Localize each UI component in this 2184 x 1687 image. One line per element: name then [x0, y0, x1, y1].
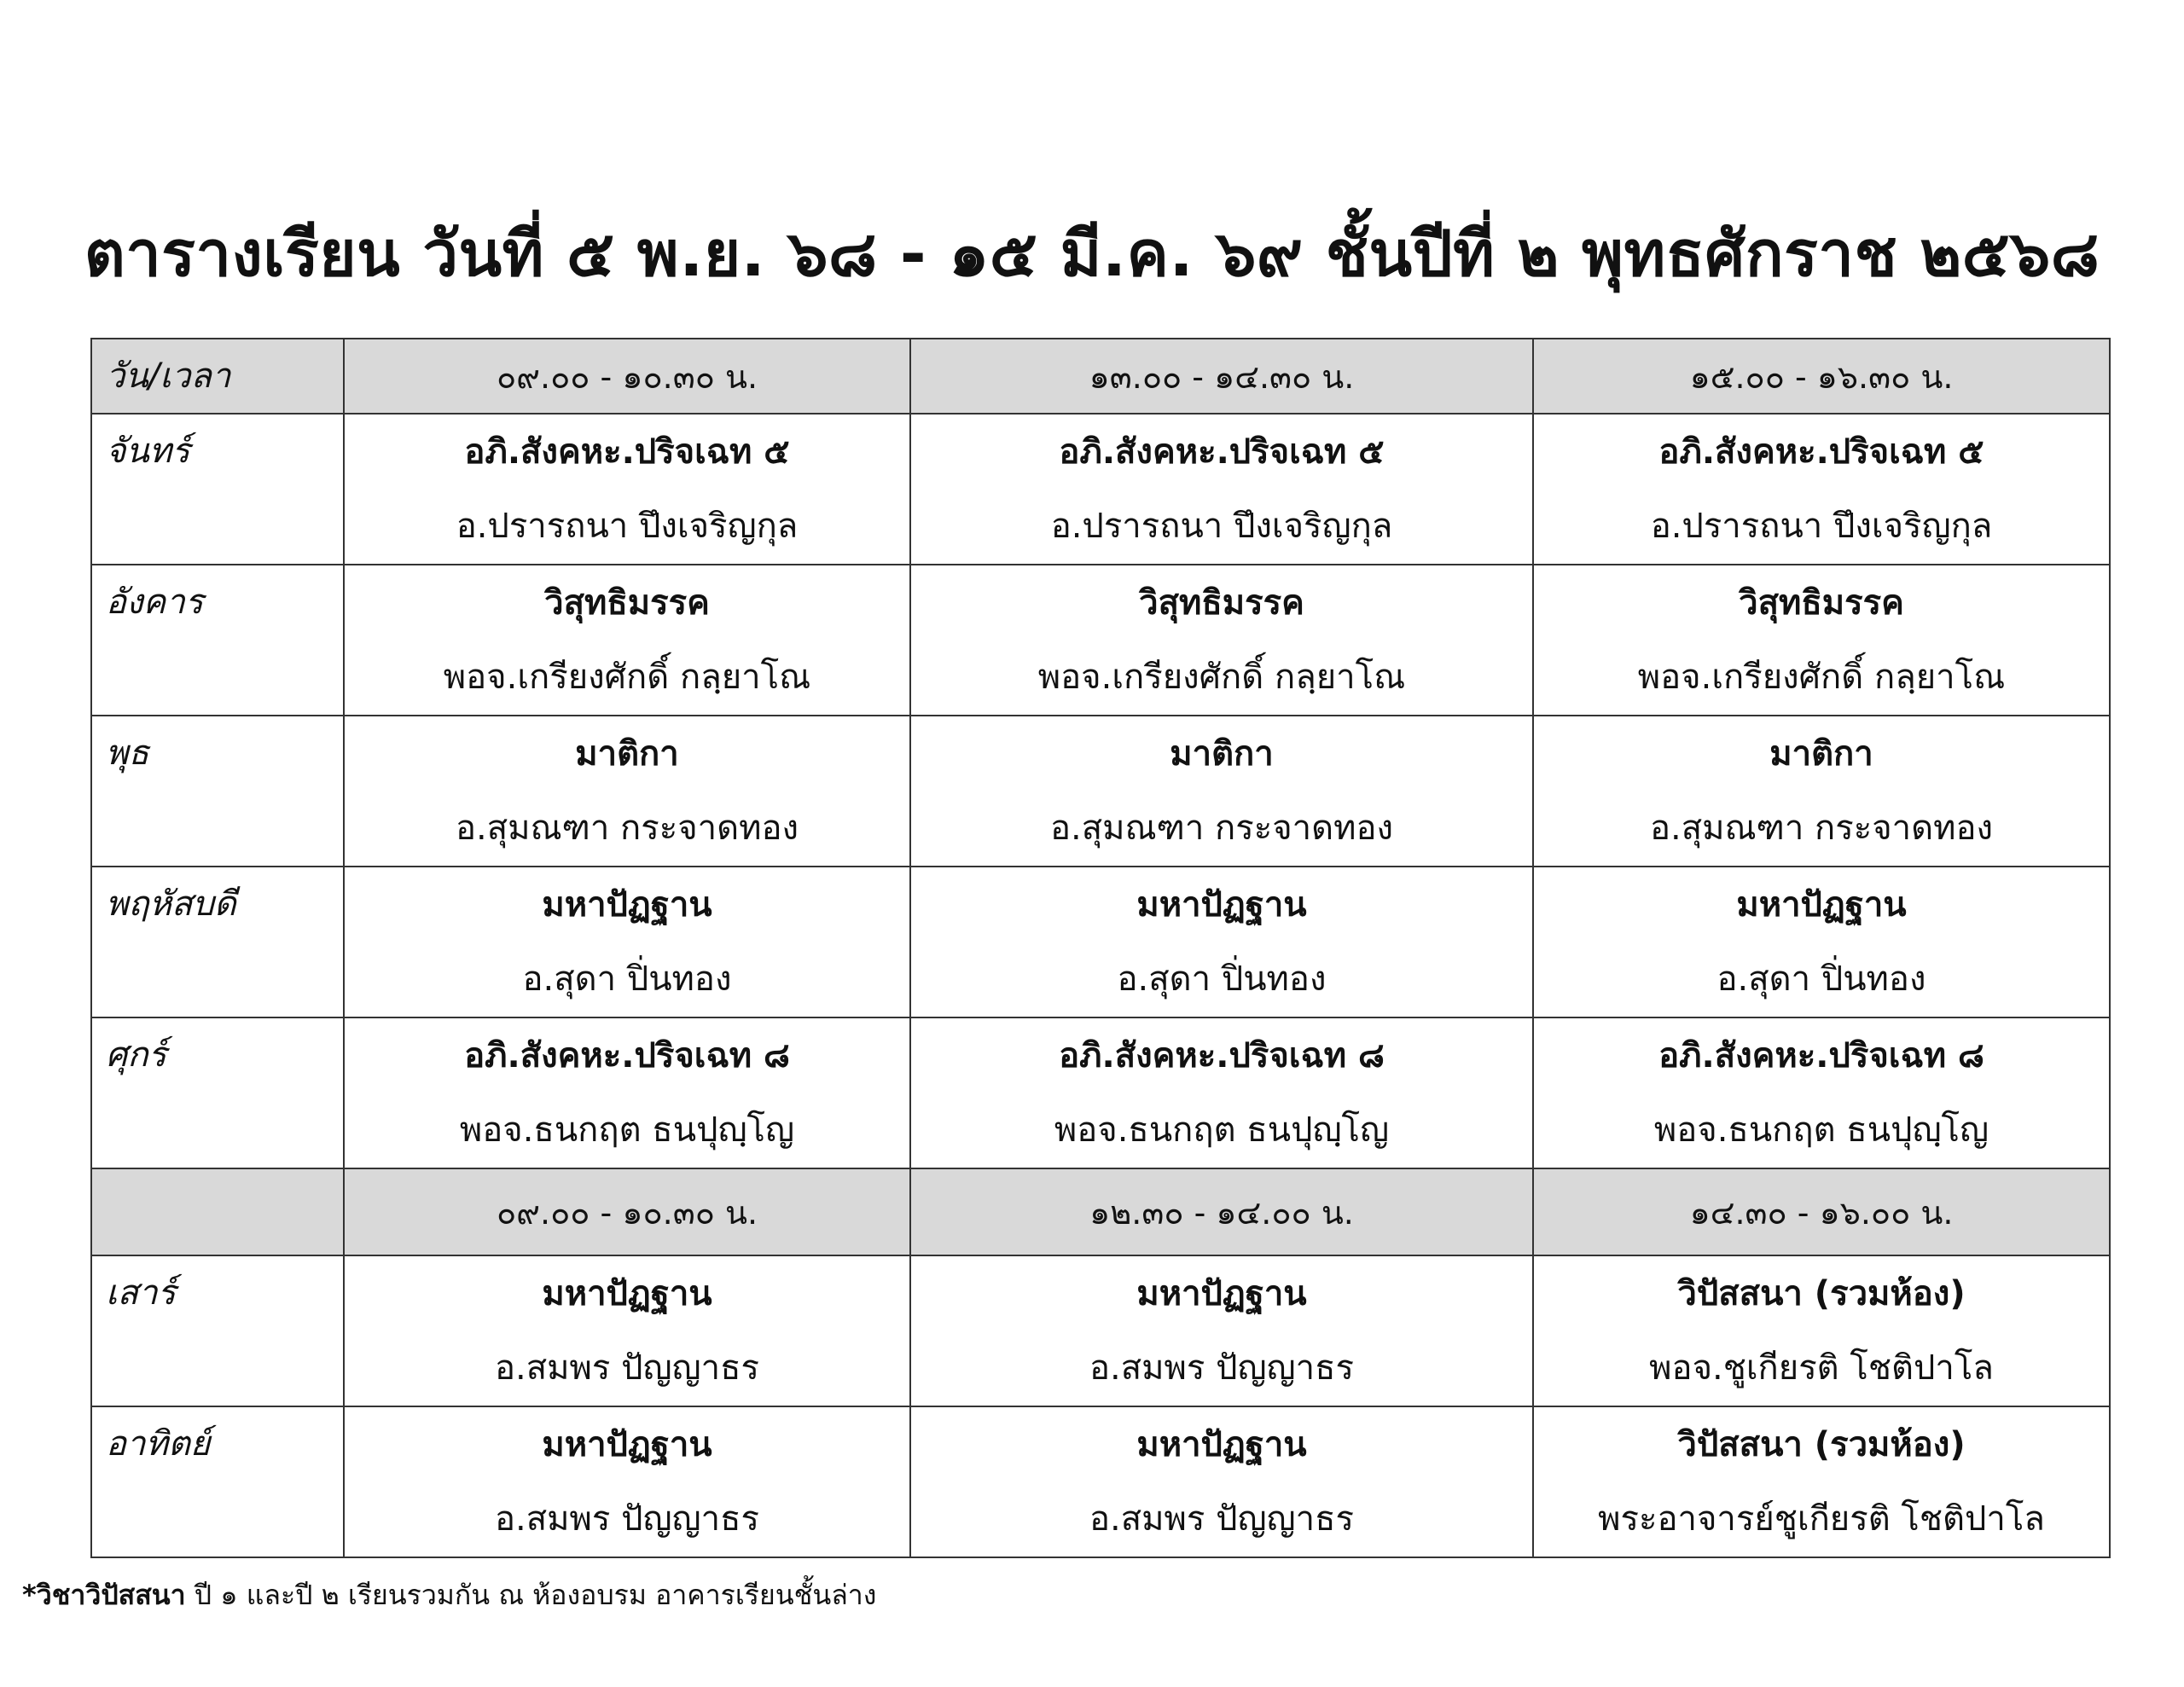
- teacher: พอจ.ธนกฤต ธนปุญฺโญ: [459, 1110, 795, 1150]
- class-cell: [1533, 1406, 2110, 1557]
- weekend-header-corner: [91, 1168, 344, 1255]
- subject: วิสุทธิมรรค: [544, 583, 710, 623]
- subject: มหาปัฏฐาน: [1136, 1425, 1307, 1464]
- subject: มาติกา: [1170, 734, 1274, 774]
- class-cell: [1533, 1255, 2110, 1406]
- class-cell: [344, 1017, 910, 1168]
- table-row-monday: [91, 414, 2110, 565]
- subject: มหาปัฏฐาน: [1736, 885, 1907, 925]
- class-cell: [344, 1406, 910, 1557]
- table-row-friday: [91, 1017, 2110, 1168]
- header-time-2: ๑๓.๐๐ - ๑๔.๓๐ น.: [910, 339, 1533, 414]
- teacher: อ.สมพร ปัญญาธร: [1089, 1348, 1354, 1388]
- teacher: พอจ.ธนกฤต ธนปุญฺโญ: [1054, 1110, 1390, 1150]
- class-cell: [344, 1255, 910, 1406]
- subject: วิสุทธิมรรค: [1739, 583, 1904, 623]
- class-cell: [910, 1255, 1533, 1406]
- day-cell: อาทิตย์: [91, 1406, 344, 1557]
- day-cell: อังคาร: [91, 565, 344, 716]
- table-row-thursday: [91, 867, 2110, 1017]
- teacher: อ.ปรารถนา ปึงเจริญกุล: [456, 507, 799, 546]
- teacher: พระอาจารย์ชูเกียรติ โชติปาโล: [1598, 1499, 2045, 1539]
- class-cell: [910, 1017, 1533, 1168]
- teacher: พอจ.เกรียงศักดิ์ กลฺยาโณ: [1637, 658, 2006, 697]
- subject: วิปัสสนา (รวมห้อง): [1677, 1274, 1966, 1313]
- teacher: อ.สมพร ปัญญาธร: [495, 1499, 759, 1539]
- teacher: อ.สมพร ปัญญาธร: [1089, 1499, 1354, 1539]
- teacher: อ.สุดา ปิ่นทอง: [1716, 959, 1926, 999]
- class-cell: [1533, 1017, 2110, 1168]
- subject: อภิ.สังคหะ.ปริจเฉท ๘: [464, 1036, 790, 1075]
- header-time-3: ๑๕.๐๐ - ๑๖.๓๐ น.: [1533, 339, 2110, 414]
- subject: อภิ.สังคหะ.ปริจเฉท ๕: [1059, 432, 1385, 472]
- class-cell: [910, 565, 1533, 716]
- class-cell: [1533, 565, 2110, 716]
- teacher: พอจ.ธนกฤต ธนปุญฺโญ: [1653, 1110, 1989, 1150]
- teacher: อ.สุมณฑา กระจาดทอง: [1650, 809, 1993, 848]
- teacher: พอจ.เกรียงศักดิ์ กลฺยาโณ: [1037, 658, 1406, 697]
- header-time-1: ๐๙.๐๐ - ๑๐.๓๐ น.: [344, 339, 910, 414]
- table-row-tuesday: [91, 565, 2110, 716]
- teacher: พอจ.ชูเกียรติ โชติปาโล: [1649, 1348, 1994, 1388]
- day-cell: ศุกร์: [91, 1017, 344, 1168]
- weekend-header-time-3: ๑๔.๓๐ - ๑๖.๐๐ น.: [1533, 1168, 2110, 1255]
- class-cell: [1533, 414, 2110, 565]
- class-cell: [910, 716, 1533, 867]
- weekend-header-row: [91, 1168, 2110, 1255]
- teacher: อ.ปรารถนา ปึงเจริญกุล: [1050, 507, 1393, 546]
- subject: มาติกา: [575, 734, 679, 774]
- day-cell: เสาร์: [91, 1255, 344, 1406]
- class-cell: [910, 414, 1533, 565]
- class-cell: [910, 1406, 1533, 1557]
- weekend-header-time-2: ๑๒.๓๐ - ๑๔.๐๐ น.: [910, 1168, 1533, 1255]
- subject: อภิ.สังคหะ.ปริจเฉท ๕: [1658, 432, 1984, 472]
- teacher: อ.ปรารถนา ปึงเจริญกุล: [1650, 507, 1993, 546]
- day-cell: พุธ: [91, 716, 344, 867]
- subject: อภิ.สังคหะ.ปริจเฉท ๕: [464, 432, 790, 472]
- class-cell: [344, 565, 910, 716]
- schedule-table: [90, 338, 2111, 1558]
- teacher: อ.สุมณฑา กระจาดทอง: [456, 809, 799, 848]
- subject: วิปัสสนา (รวมห้อง): [1677, 1425, 1966, 1464]
- subject: มหาปัฏฐาน: [542, 1274, 712, 1313]
- subject: วิสุทธิมรรค: [1139, 583, 1304, 623]
- day-cell: จันทร์: [91, 414, 344, 565]
- subject: อภิ.สังคหะ.ปริจเฉท ๘: [1059, 1036, 1385, 1075]
- footnote-text: ปี ๑ และปี ๒ เรียนรวมกัน ณ ห้องอบรม อาคารเรียนชั้นล่าง: [185, 1579, 877, 1611]
- subject: อภิ.สังคหะ.ปริจเฉท ๘: [1658, 1036, 1984, 1075]
- class-cell: [1533, 716, 2110, 867]
- class-cell: [1533, 867, 2110, 1017]
- footnote: [22, 1569, 876, 1620]
- day-cell: พฤหัสบดี: [91, 867, 344, 1017]
- teacher: อ.สุมณฑา กระจาดทอง: [1050, 809, 1393, 848]
- header-row: [91, 339, 2110, 414]
- table-row-sunday: [91, 1406, 2110, 1557]
- class-cell: [344, 867, 910, 1017]
- teacher: พอจ.เกรียงศักดิ์ กลฺยาโณ: [443, 658, 811, 697]
- subject: มหาปัฏฐาน: [1136, 885, 1307, 925]
- class-cell: [344, 716, 910, 867]
- teacher: อ.สุดา ปิ่นทอง: [522, 959, 732, 999]
- subject: มาติกา: [1769, 734, 1873, 774]
- teacher: อ.สุดา ปิ่นทอง: [1117, 959, 1327, 999]
- footnote-bold: *วิชาวิปัสสนา: [22, 1579, 186, 1611]
- subject: มหาปัฏฐาน: [1136, 1274, 1307, 1313]
- subject: มหาปัฏฐาน: [542, 885, 712, 925]
- page-title: ตารางเรียน วันที่ ๕ พ.ย. ๖๘ - ๑๕ มี.ค. ๖๙ ชั้นปีที่ ๒ พุทธศักราช ๒๕๖๘: [84, 217, 2100, 291]
- table-row-saturday: [91, 1255, 2110, 1406]
- class-cell: [344, 414, 910, 565]
- header-corner: วัน/เวลา: [91, 339, 344, 414]
- weekend-header-time-1: ๐๙.๐๐ - ๑๐.๓๐ น.: [344, 1168, 910, 1255]
- class-cell: [910, 867, 1533, 1017]
- teacher: อ.สมพร ปัญญาธร: [495, 1348, 759, 1388]
- subject: มหาปัฏฐาน: [542, 1425, 712, 1464]
- table-row-wednesday: [91, 716, 2110, 867]
